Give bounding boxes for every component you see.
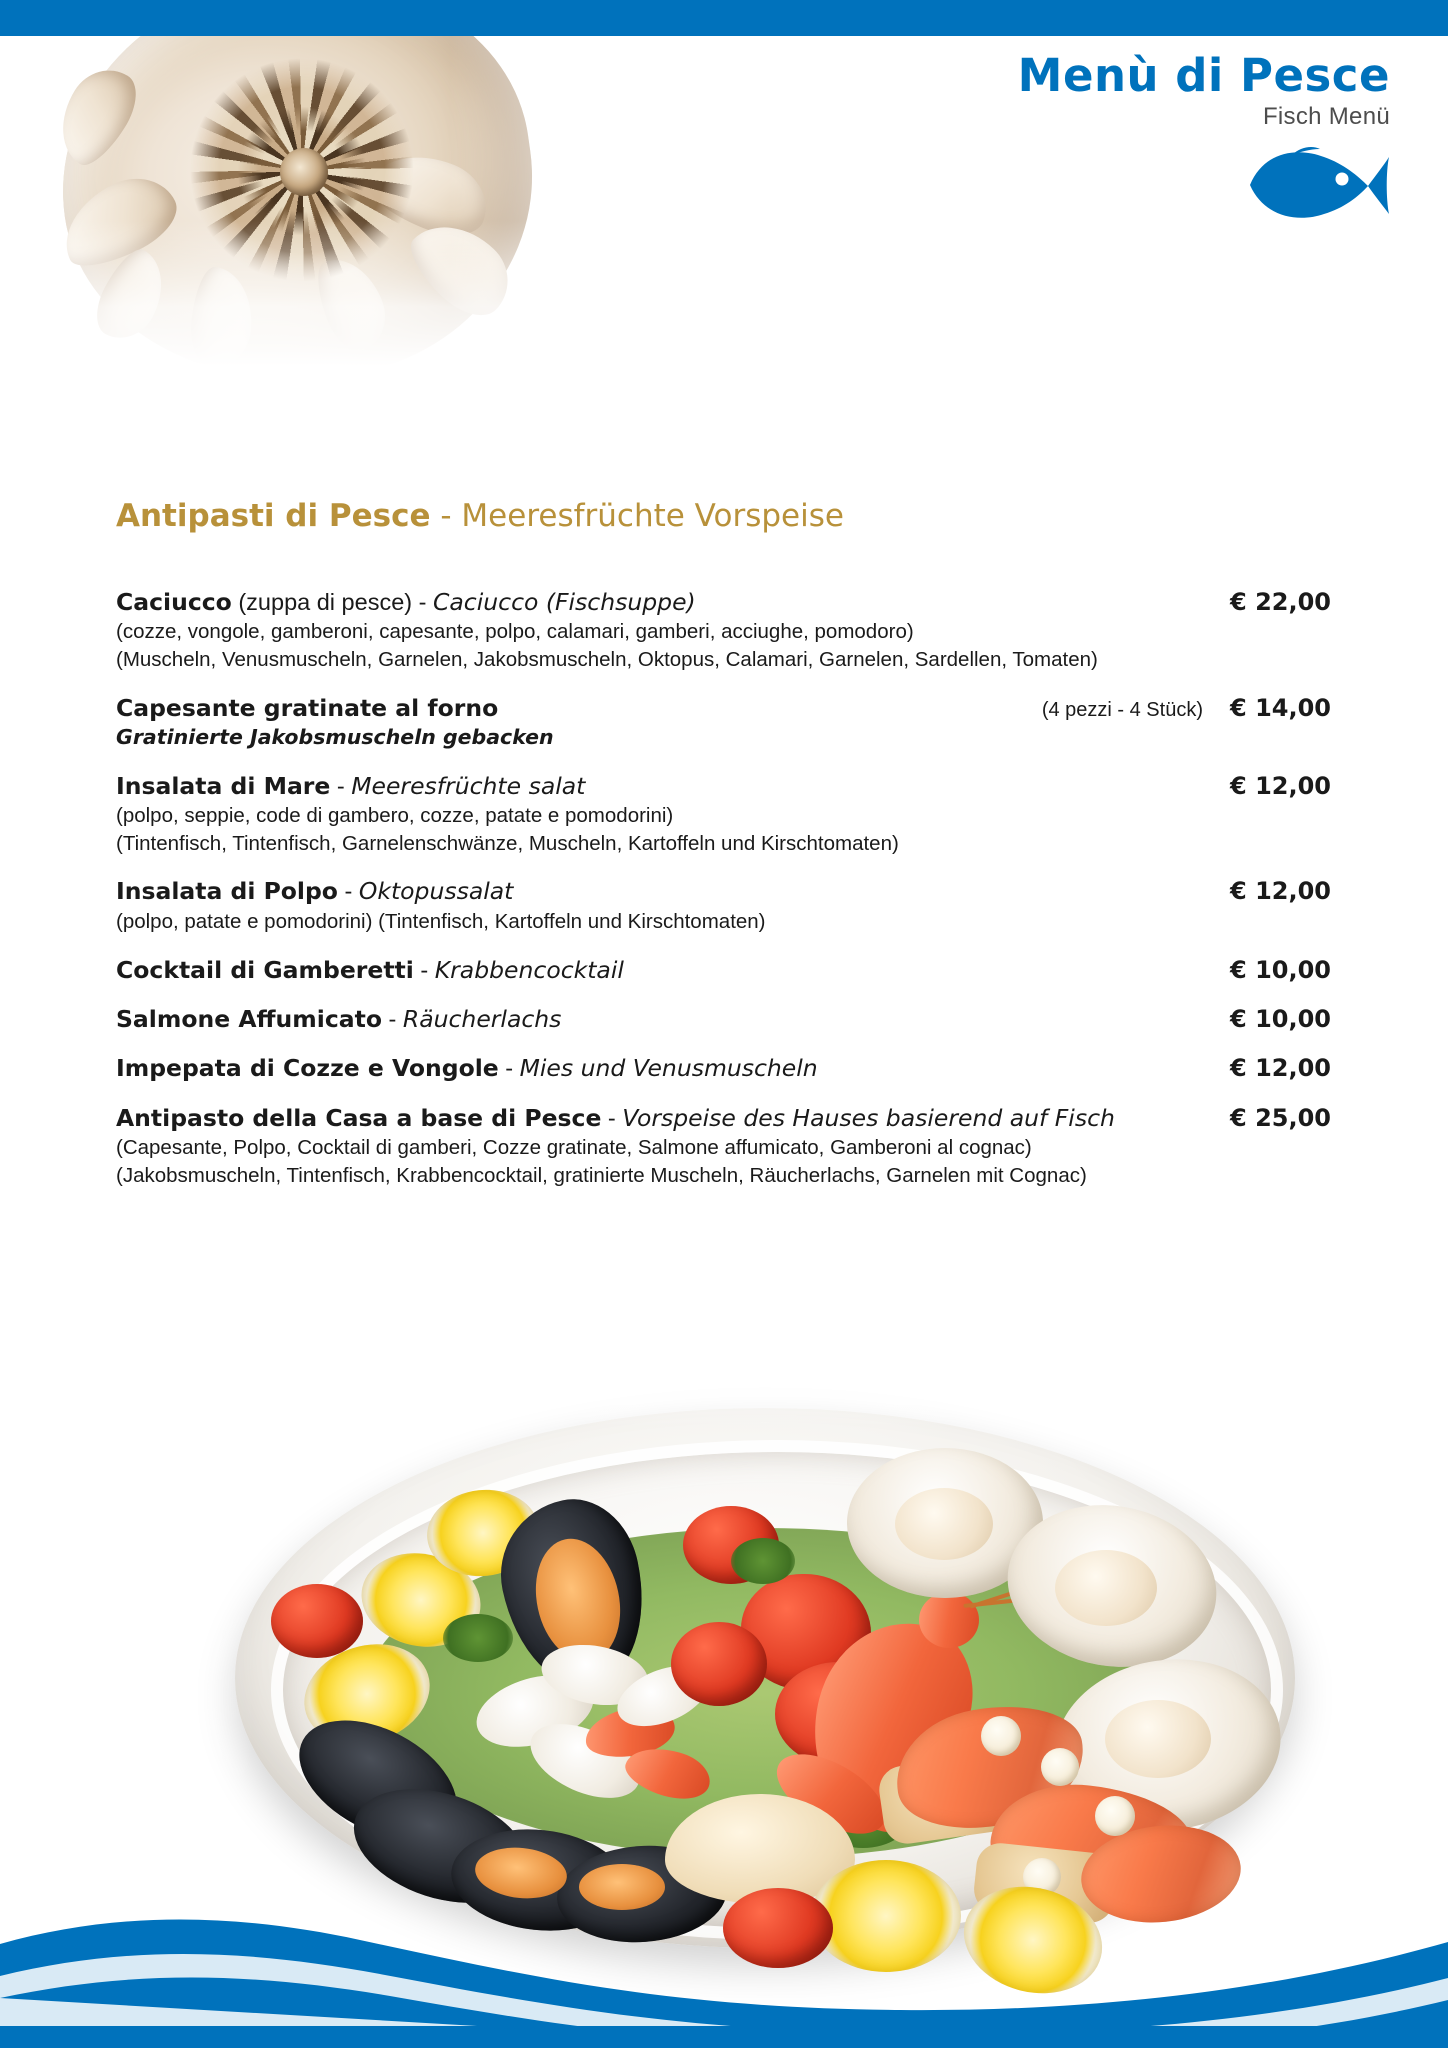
bottom-wave-decoration xyxy=(0,1858,1448,2048)
menu-header xyxy=(870,49,1390,224)
menu-item-quantity: (4 pezzi - 4 Stück) xyxy=(1041,698,1203,721)
section-separator: - xyxy=(430,498,462,534)
fish-icon xyxy=(1240,145,1390,224)
menu-item-name xyxy=(116,772,1191,801)
top-blue-bar xyxy=(0,0,1448,36)
menu-item-name-note: (zuppa di pesce) xyxy=(231,589,413,615)
menu-item-desc-italian: (cozze, vongole, gamberoni, capesante, polpo, calamari, gamberi, acciughe, pomodoro) xyxy=(116,620,914,644)
menu-item xyxy=(116,956,1331,985)
menu-item-price: € 12,00 xyxy=(1230,1054,1331,1083)
menu-item-name-italian: Salmone Affumicato xyxy=(116,1004,382,1033)
menu-item-separator: - xyxy=(413,956,435,983)
section-heading xyxy=(116,497,844,535)
menu-item-desc-italian: (polpo, seppie, code di gambero, cozze, patate e pomodorini) xyxy=(116,804,674,828)
menu-item-desc-german: (Muscheln, Venusmuscheln, Garnelen, Jakobsmuscheln, Oktopus, Calamari, Garnelen, Sardellen, Tomaten) xyxy=(116,648,1098,672)
menu-item-desc-german: (Tintenfisch, Tintenfisch, Garnelenschwänze, Muscheln, Kartoffeln und Kirschtomaten) xyxy=(116,831,899,855)
menu-item-name-german: Meeresfrüchte salat xyxy=(351,771,586,800)
menu-item-price: € 12,00 xyxy=(1230,771,1331,800)
menu-item-name xyxy=(116,1005,1191,1034)
menu-item-name-german: Oktopussalat xyxy=(358,877,514,906)
menu-item-price: € 25,00 xyxy=(1230,1103,1331,1132)
menu-item-separator: - xyxy=(498,1055,520,1082)
menu-item xyxy=(116,1054,1331,1083)
menu-item-price: € 10,00 xyxy=(1230,1004,1331,1033)
menu-item-name-italian: Cocktail di Gamberetti xyxy=(116,955,414,984)
menu-item-desc-italian: (Capesante, Polpo, Cocktail di gamberi, Cozze gratinate, Salmone affumicato, Gamberoni al cognac) xyxy=(116,1136,1032,1160)
menu-item-name xyxy=(116,694,1030,723)
section-title-italian: Antipasti di Pesce xyxy=(116,498,431,534)
sea-shell-photo xyxy=(52,36,692,366)
menu-item-name-german: Caciucco (Fischsuppe) xyxy=(433,588,696,616)
menu-item-price: € 10,00 xyxy=(1230,955,1331,984)
menu-item-separator: - xyxy=(381,1005,403,1032)
section-title-german: Meeresfrüchte Vorspeise xyxy=(461,498,844,534)
menu-item-name xyxy=(116,1054,1191,1083)
menu-item-name-german: Mies und Venusmuscheln xyxy=(519,1054,818,1083)
menu-item-name-german: Räucherlachs xyxy=(402,1004,562,1033)
menu-item-name-italian: Caciucco xyxy=(116,588,232,616)
menu-item xyxy=(116,1005,1331,1034)
menu-item-name-italian: Impepata di Cozze e Vongole xyxy=(116,1054,499,1083)
menu-item xyxy=(116,772,1331,858)
page-title: Menù di Pesce xyxy=(1017,49,1390,102)
menu-items-list xyxy=(116,588,1331,1209)
menu-item-name xyxy=(116,956,1191,985)
menu-item-separator: - xyxy=(337,878,359,905)
menu-item-price: € 12,00 xyxy=(1230,877,1331,906)
menu-item-name-italian: Capesante gratinate al forno xyxy=(116,693,499,722)
menu-item-name-german: Krabbencocktail xyxy=(434,955,624,984)
menu-item xyxy=(116,877,1331,935)
menu-item-name-german: Vorspeise des Hauses basierend auf Fisch xyxy=(622,1103,1115,1132)
menu-item-desc-german: (Jakobsmuscheln, Tintenfisch, Krabbencocktail, gratinierte Muscheln, Räucherlachs, Garnelen mit Cognac) xyxy=(116,1163,1087,1187)
menu-item-name xyxy=(116,588,1191,617)
menu-item-desc-italian: Gratinierte Jakobsmuscheln gebacken xyxy=(116,725,554,750)
menu-item-separator: - xyxy=(601,1104,623,1131)
menu-item-separator: - xyxy=(330,772,352,799)
menu-item xyxy=(116,1104,1331,1190)
menu-item-price: € 14,00 xyxy=(1230,693,1331,722)
menu-item-name-italian: Insalata di Polpo xyxy=(116,877,338,906)
menu-item-name-italian: Antipasto della Casa a base di Pesce xyxy=(116,1103,602,1132)
menu-item-name xyxy=(116,1104,1191,1133)
menu-item-separator: - xyxy=(412,589,433,615)
page-subtitle: Fisch Menü xyxy=(1262,103,1390,131)
menu-item xyxy=(116,588,1331,674)
menu-item-price: € 22,00 xyxy=(1230,588,1331,616)
menu-item-name-italian: Insalata di Mare xyxy=(116,771,331,800)
menu-item xyxy=(116,694,1331,752)
menu-item-desc-italian: (polpo, patate e pomodorini) (Tintenfisch, Kartoffeln und Kirschtomaten) xyxy=(116,909,766,933)
menu-item-name xyxy=(116,877,1191,906)
